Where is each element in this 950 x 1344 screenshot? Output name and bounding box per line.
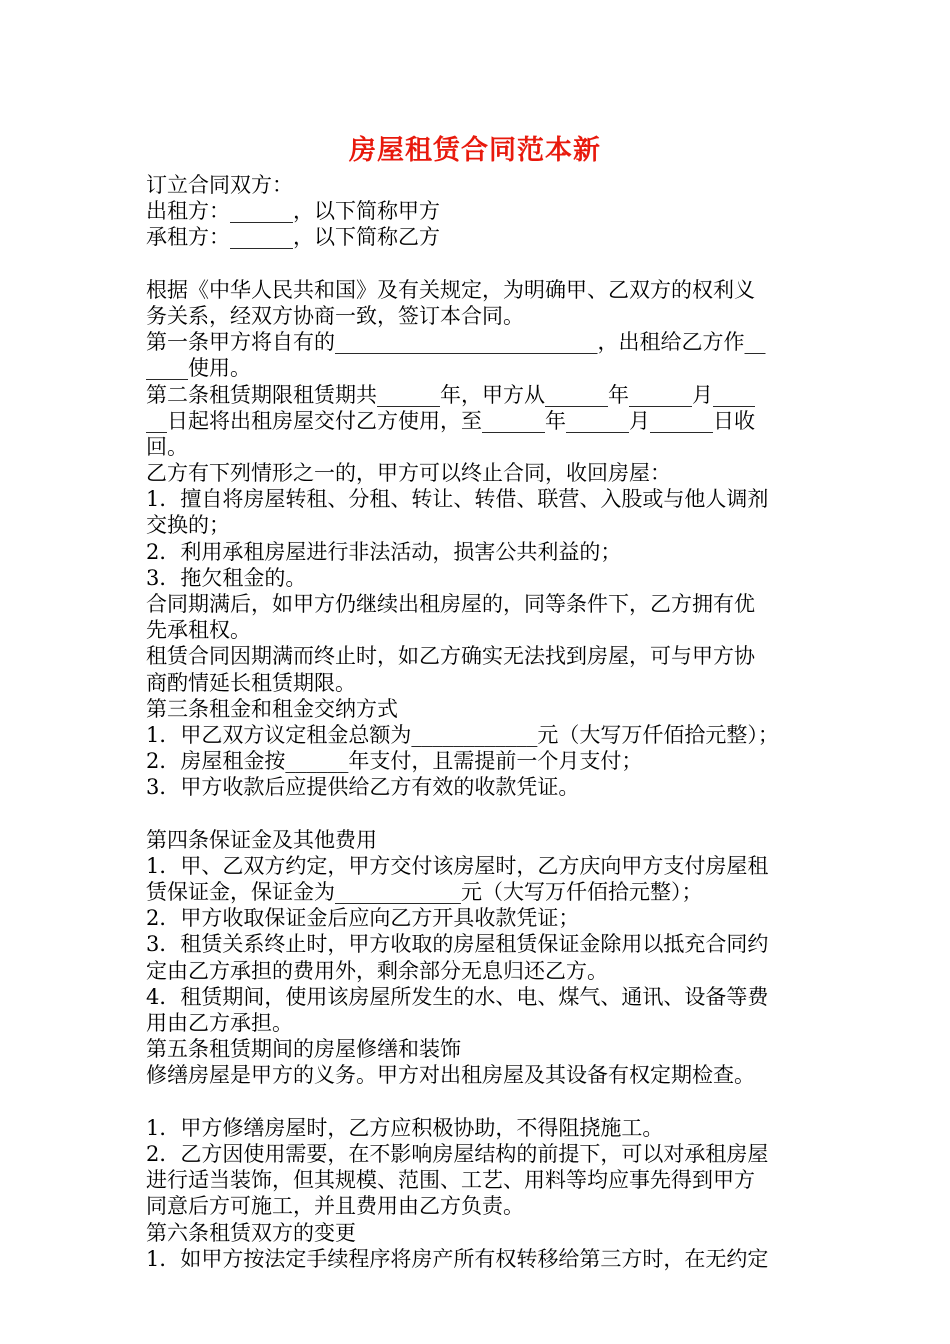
contract-line: 务关系，经双方协商一致，签订本合同。 xyxy=(146,303,524,328)
contract-line: 第六条租赁双方的变更 xyxy=(146,1220,356,1245)
contract-line: 赁保证金，保证金为____________元（大写万仟佰拾元整）； xyxy=(146,880,703,905)
contract-line: 定由乙方承担的费用外，剩余部分无息归还乙方。 xyxy=(146,958,608,983)
contract-line: 第三条租金和租金交纳方式 xyxy=(146,696,398,721)
contract-line: 2．房屋租金按______年支付，且需提前一个月支付； xyxy=(146,749,643,774)
contract-line: 根据《中华人民共和国》及有关规定，为明确甲、乙双方的权利义 xyxy=(146,277,755,302)
contract-line: 第二条租赁期限租赁期共______年，甲方从______年______月____ xyxy=(146,382,755,407)
contract-line: 2．甲方收取保证金后应向乙方开具收款凭证； xyxy=(146,906,580,931)
contract-line: 承租方：______，以下简称乙方 xyxy=(146,225,440,250)
contract-line: 用由乙方承担。 xyxy=(146,1011,293,1035)
contract-line: 先承租权。 xyxy=(146,618,251,643)
contract-line: __日起将出租房屋交付乙方使用，至______年______月______日收 xyxy=(146,408,755,433)
contract-line: 第五条租赁期间的房屋修缮和装饰 xyxy=(146,1037,461,1062)
contract-body xyxy=(146,172,818,1272)
contract-line: 1．甲乙双方议定租金总额为____________元（大写万仟佰拾元整）； xyxy=(146,722,779,747)
contract-line: 订立合同双方： xyxy=(146,173,293,197)
contract-line: 4．租赁期间，使用该房屋所发生的水、电、煤气、通讯、设备等费 xyxy=(146,984,769,1009)
contract-line: 第四条保证金及其他费用 xyxy=(146,827,377,852)
document-title: 房屋租赁合同范本新 xyxy=(349,135,601,166)
blank-line xyxy=(146,801,818,827)
blank-line xyxy=(146,1089,818,1115)
contract-line: 合同期满后，如甲方仍继续出租房屋的，同等条件下，乙方拥有优 xyxy=(146,592,755,616)
contract-line: 修缮房屋是甲方的义务。甲方对出租房屋及其设备有权定期检查。 xyxy=(146,1063,755,1088)
contract-line: 进行适当装饰，但其规模、范围、工艺、用料等均应事先得到甲方 xyxy=(146,1168,755,1193)
contract-line: 1．甲方修缮房屋时，乙方应积极协助，不得阻挠施工。 xyxy=(146,1115,664,1140)
contract-line: 回。 xyxy=(146,434,188,459)
contract-line: ____使用。 xyxy=(146,356,251,381)
contract-line: 3．租赁关系终止时，甲方收取的房屋租赁保证金除用以抵充合同约 xyxy=(146,932,769,957)
contract-line: 2．乙方因使用需要，在不影响房屋结构的前提下，可以对承租房屋 xyxy=(146,1141,769,1166)
contract-line: 同意后方可施工，并且费用由乙方负责。 xyxy=(146,1194,524,1219)
blank-line xyxy=(146,251,818,277)
contract-line: 乙方有下列情形之一的，甲方可以终止合同，收回房屋： xyxy=(146,461,671,486)
contract-line: 3．甲方收款后应提供给乙方有效的收款凭证。 xyxy=(146,775,580,800)
contract-line: 商酌情延长租赁期限。 xyxy=(146,670,356,695)
contract-line: 第一条甲方将自有的_________________________，出租给乙方作__ xyxy=(146,330,766,355)
contract-line: 3．拖欠租金的。 xyxy=(146,565,307,590)
contract-line: 1．甲、乙双方约定，甲方交付该房屋时，乙方庆向甲方支付房屋租 xyxy=(146,853,769,878)
contract-line: 1．如甲方按法定手续程序将房产所有权转移给第三方时，在无约定 xyxy=(146,1246,769,1271)
contract-line: 出租方：______，以下简称甲方 xyxy=(146,199,440,224)
contract-line: 1．擅自将房屋转租、分租、转让、转借、联营、入股或与他人调剂 xyxy=(146,487,769,512)
contract-line: 交换的； xyxy=(146,513,230,538)
contract-line: 2．利用承租房屋进行非法活动，损害公共利益的； xyxy=(146,539,622,564)
contract-line: 租赁合同因期满而终止时，如乙方确实无法找到房屋，可与甲方协 xyxy=(146,644,755,669)
